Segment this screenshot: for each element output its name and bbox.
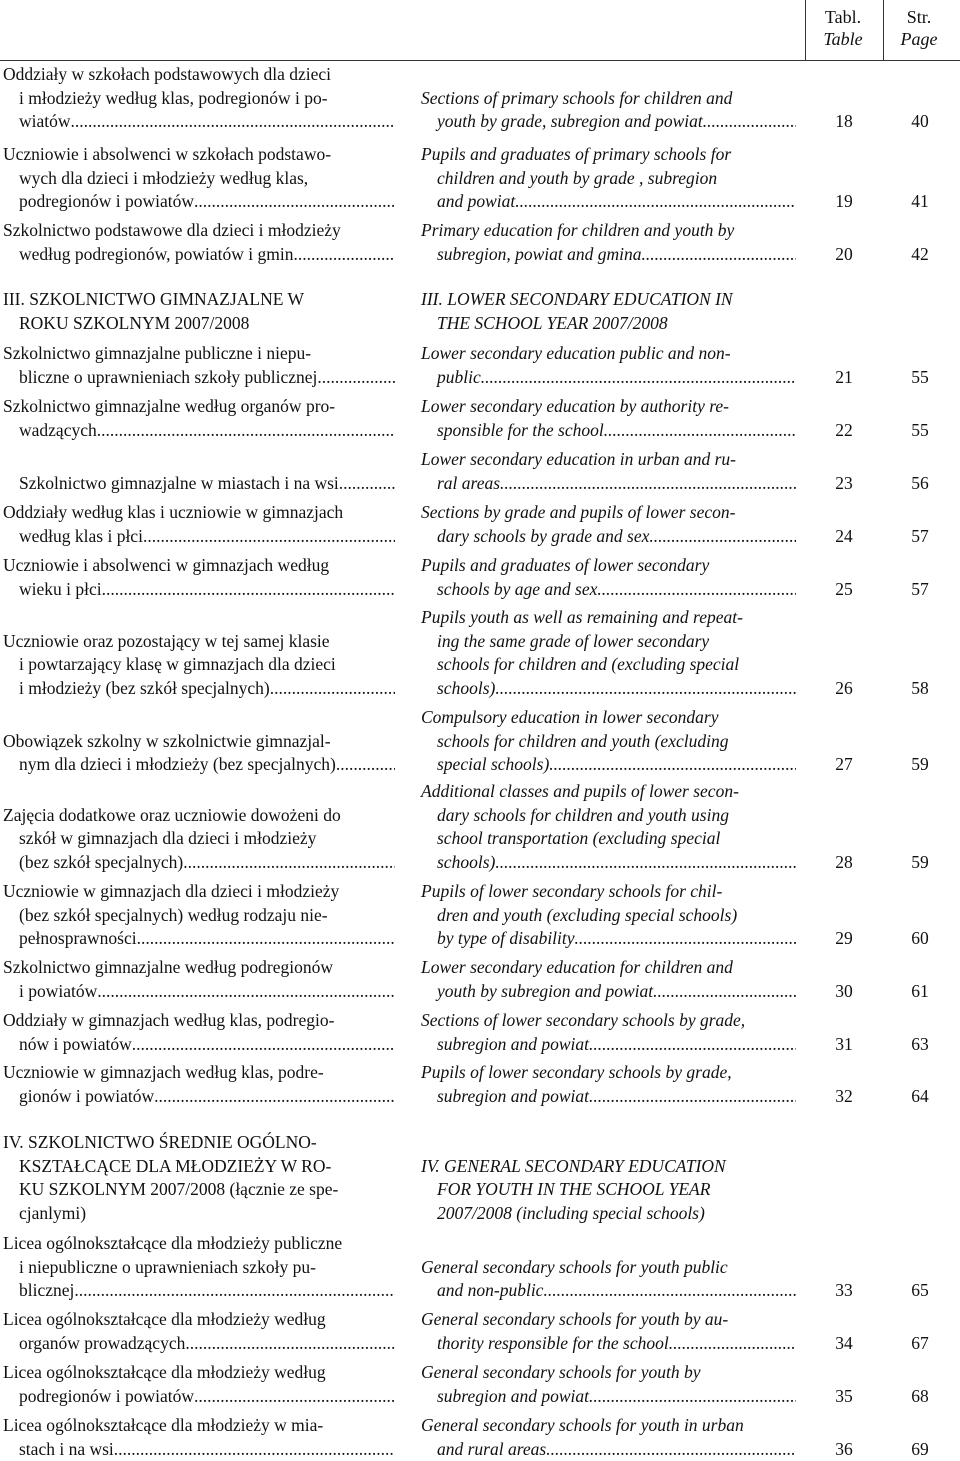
entry-line [3,366,395,390]
polish-entry [3,143,395,214]
entry-text: i młodzieży według klas, podregionów i po- [3,87,395,111]
english-entry [421,448,796,495]
entry-text: i młodzieży (bez szkół specjalnych) [19,677,270,701]
entry-line [3,1332,395,1356]
entry-line [3,753,395,777]
entry-text: schools by age and sex [437,578,597,602]
table-column-header [808,6,878,50]
entry-text: Lower secondary education for children and [421,956,796,980]
entry-line [421,578,796,602]
page-number: 55 [890,419,950,443]
entry-text: Szkolnictwo gimnazjalne według organów pro- [3,395,395,419]
table-number: 25 [814,578,874,602]
entry-text: Sections by grade and pupils of lower secon- [421,501,796,525]
entry-line [3,190,395,214]
entry-text: schools) [437,677,495,701]
entry-line [3,1279,395,1303]
entry-line [3,927,395,951]
table-number: 26 [814,677,874,701]
entry-text: Uczniowie w gimnazjach dla dzieci i młodzieży [3,880,395,904]
entry-text: Uczniowie i absolwenci w gimnazjach według [3,554,395,578]
entry-text: General secondary schools for youth by au- [421,1308,796,1332]
page-number: 42 [890,243,950,267]
table-number: 29 [814,927,874,951]
page-number: 60 [890,927,950,951]
entry-text: Pupils of lower secondary schools for chil- [421,880,796,904]
polish-entry [3,219,395,266]
entry-line [3,525,395,549]
polish-entry [3,501,395,548]
polish-entry [3,1308,395,1355]
polish-entry [3,1414,395,1461]
entry-text: organów prowadzących [19,1332,185,1356]
entry-text: Lower secondary education public and non- [421,342,796,366]
dot-leader [589,1033,796,1057]
english-entry [421,1361,796,1408]
entry-text: subregion and powiat [437,1085,589,1109]
table-number: 23 [814,472,874,496]
entry-text: Licea ogólnokształcące dla młodzieży publiczne [3,1232,395,1256]
entry-line [3,1385,395,1409]
page-label: Page [884,28,954,50]
entry-line [3,578,395,602]
dot-leader [543,1279,796,1303]
page-number: 65 [890,1279,950,1303]
entry-line [3,1085,395,1109]
table-number: 31 [814,1033,874,1057]
entry-text: and rural areas [437,1438,546,1461]
entry-text: nów i powiatów [19,1033,132,1057]
dot-leader [500,472,796,496]
entry-text: THE SCHOOL YEAR 2007/2008 [421,312,796,336]
entry-text: szkół w gimnazjach dla dzieci i młodzieży [3,827,395,851]
entry-line [421,190,796,214]
entry-text: special schools) [437,753,549,777]
dot-leader [549,753,796,777]
entry-text: Oddziały w gimnazjach według klas, podregio- [3,1009,395,1033]
table-number: 32 [814,1085,874,1109]
dot-leader [653,980,796,1004]
entry-text: KSZTAŁCĄCE DLA MŁODZIEŻY W RO- [3,1155,395,1179]
entry-text: Pupils of lower secondary schools by grade, [421,1061,796,1085]
page-number: 55 [890,366,950,390]
entry-line [3,1438,395,1461]
dot-leader [495,851,796,875]
page-number: 57 [890,578,950,602]
entry-text: ROKU SZKOLNYM 2007/2008 [3,312,395,336]
entry-text: dren and youth (excluding special schools) [421,904,796,928]
entry-text: children and youth by grade , subregion [421,167,796,191]
entry-text: nym dla dzieci i młodzieży (bez specjalnych) [19,753,336,777]
dot-leader [114,1438,395,1461]
entry-text: FOR YOUTH IN THE SCHOOL YEAR [421,1178,796,1202]
page-column-header [884,6,954,50]
entry-text: General secondary schools for youth public [421,1256,796,1280]
table-number: 35 [814,1385,874,1409]
entry-text: (bez szkół specjalnych) [19,851,183,875]
english-entry [421,342,796,389]
dot-leader [575,927,796,951]
english-entry [421,1131,796,1225]
entry-text: school transportation (excluding special [421,827,796,851]
entry-text: III. SZKOLNICTWO GIMNAZJALNE W [3,288,395,312]
entry-text: dary schools for children and youth using [421,804,796,828]
page-number: 57 [890,525,950,549]
entry-text: thority responsible for the school [437,1332,669,1356]
entry-text: gionów i powiatów [19,1085,154,1109]
entry-text: IV. SZKOLNICTWO ŚREDNIE OGÓLNO- [3,1131,395,1155]
entry-text [421,63,796,87]
dot-leader [183,851,395,875]
polish-entry [3,1232,395,1303]
table-number: 20 [814,243,874,267]
table-number: 30 [814,980,874,1004]
english-entry [421,143,796,214]
table-number: 21 [814,366,874,390]
entry-text: stach i na wsi [19,1438,114,1461]
entry-text: General secondary schools for youth by [421,1361,796,1385]
dot-leader [642,243,797,267]
entry-text: Lower secondary education in urban and ru- [421,448,796,472]
page-number: 61 [890,980,950,1004]
polish-entry [3,63,395,134]
polish-entry [3,342,395,389]
polish-entry [3,1131,395,1225]
english-entry [421,706,796,777]
dot-leader [604,419,796,443]
header-divider [0,60,960,61]
entry-text: cjanlymi) [3,1202,395,1226]
dot-leader [669,1332,796,1356]
entry-text: blicznej [19,1279,74,1303]
entry-line [421,110,796,134]
str-label: Str. [884,6,954,28]
english-entry [421,606,796,700]
english-entry [421,1232,796,1303]
entry-text: (bez szkół specjalnych) według rodzaju nie- [3,904,395,928]
dot-leader [589,1385,796,1409]
entry-text: Licea ogólnokształcące dla młodzieży według [3,1361,395,1385]
entry-text: Szkolnictwo gimnazjalne publiczne i niepu- [3,342,395,366]
dot-leader [137,927,395,951]
entry-text: Primary education for children and youth by [421,219,796,243]
entry-text: Uczniowie i absolwenci w szkołach podstawo- [3,143,395,167]
table-number: 33 [814,1279,874,1303]
polish-entry [3,880,395,951]
entry-text: podregionów i powiatów [19,190,194,214]
entry-line [421,851,796,875]
polish-entry [3,288,395,335]
entry-text: wych dla dzieci i młodzieży według klas, [3,167,395,191]
entry-text: IV. GENERAL SECONDARY EDUCATION [421,1155,796,1179]
polish-entry [3,606,395,700]
entry-text: pełnosprawności [19,927,137,951]
entry-line [421,753,796,777]
dot-leader [194,190,395,214]
entry-text: youth by grade, subregion and powiat [437,110,703,134]
entry-text: ing the same grade of lower secondary [421,630,796,654]
polish-entry [3,956,395,1003]
dot-leader [97,980,395,1004]
page-number: 58 [890,677,950,701]
entry-text: schools for children and youth (excluding [421,730,796,754]
entry-line [421,677,796,701]
english-entry [421,1414,796,1461]
page-number: 59 [890,753,950,777]
entry-text: 2007/2008 (including special schools) [421,1202,796,1226]
table-number: 19 [814,190,874,214]
entry-text: Pupils youth as well as remaining and repeat- [421,606,796,630]
entry-text: III. LOWER SECONDARY EDUCATION IN [421,288,796,312]
dot-leader [703,110,796,134]
entry-line [421,243,796,267]
entry-text: subregion and powiat [437,1385,589,1409]
tabl-label: Tabl. [808,6,878,28]
table-number: 18 [814,110,874,134]
entry-text: i powtarzający klasę w gimnazjach dla dzieci [3,653,395,677]
page-number: 68 [890,1385,950,1409]
polish-entry [3,780,395,874]
entry-text [3,780,395,804]
english-entry [421,880,796,951]
dot-leader [293,243,395,267]
column-divider-right [883,0,884,60]
entry-text: KU SZKOLNYM 2007/2008 (łącznie ze spe- [3,1178,395,1202]
english-entry [421,63,796,134]
entry-text: and non-public [437,1279,543,1303]
entry-text: Szkolnictwo gimnazjalne w miastach i na wsi [19,472,339,496]
entry-text: Licea ogólnokształcące dla młodzieży w mia- [3,1414,395,1438]
page-number: 63 [890,1033,950,1057]
page-number: 40 [890,110,950,134]
entry-line [421,980,796,1004]
english-entry [421,554,796,601]
entry-text: Szkolnictwo podstawowe dla dzieci i młodzieży [3,219,395,243]
entry-line [3,110,395,134]
entry-line [421,1332,796,1356]
entry-line [3,980,395,1004]
polish-entry [3,395,395,442]
entry-text: Pupils and graduates of primary schools for [421,143,796,167]
dot-leader [339,472,395,496]
polish-entry [3,706,395,777]
entry-text [3,706,395,730]
entry-line [421,419,796,443]
entry-text: Uczniowie w gimnazjach według klas, podre- [3,1061,395,1085]
page-number: 64 [890,1085,950,1109]
entry-text: Uczniowie oraz pozostający w tej samej klasie [3,630,395,654]
entry-line [421,366,796,390]
entry-text: Szkolnictwo gimnazjalne według podregionów [3,956,395,980]
page-number: 41 [890,190,950,214]
polish-entry [3,448,395,495]
entry-text: sponsible for the school [437,419,604,443]
entry-line [421,1385,796,1409]
table-number: 34 [814,1332,874,1356]
dot-leader [495,677,796,701]
dot-leader [194,1385,395,1409]
entry-line [421,1279,796,1303]
entry-line [3,851,395,875]
english-entry [421,395,796,442]
entry-text: by type of disability [437,927,575,951]
dot-leader [336,753,395,777]
entry-text [3,448,395,472]
entry-text: wadzących [19,419,97,443]
entry-line [3,1033,395,1057]
entry-text: schools for children and (excluding special [421,653,796,677]
entry-text: Licea ogólnokształcące dla młodzieży według [3,1308,395,1332]
english-entry [421,1009,796,1056]
entry-text: schools) [437,851,495,875]
entry-text [421,1131,796,1155]
entry-line [3,677,395,701]
polish-entry [3,1061,395,1108]
entry-text: public [437,366,481,390]
dot-leader [71,110,395,134]
entry-text: youth by subregion and powiat [437,980,653,1004]
entry-line [3,243,395,267]
entry-line [421,1033,796,1057]
column-divider-left [805,0,806,60]
entry-text: Obowiązek szkolny w szkolnictwie gimnazjal- [3,730,395,754]
page-number: 56 [890,472,950,496]
entry-text [421,1232,796,1256]
entry-text: bliczne o uprawnieniach szkoły publicznej [19,366,317,390]
dot-leader [154,1085,395,1109]
entry-text: Compulsory education in lower secondary [421,706,796,730]
entry-text: Zajęcia dodatkowe oraz uczniowie dowożeni do [3,804,395,828]
dot-leader [74,1279,395,1303]
table-number: 28 [814,851,874,875]
entry-text: Oddziały w szkołach podstawowych dla dzieci [3,63,395,87]
entry-line [3,472,395,496]
entry-text: Oddziały według klas i uczniowie w gimnazjach [3,501,395,525]
dot-leader [185,1332,395,1356]
entry-text: subregion and powiat [437,1033,589,1057]
english-entry [421,501,796,548]
table-label: Table [808,28,878,50]
english-entry [421,288,796,335]
polish-entry [3,1361,395,1408]
entry-text: ral areas [437,472,500,496]
polish-entry [3,1009,395,1056]
english-entry [421,1061,796,1108]
entry-text: General secondary schools for youth in urban [421,1414,796,1438]
entry-text: według podregionów, powiatów i gmin [19,243,293,267]
page-number: 59 [890,851,950,875]
table-number: 36 [814,1438,874,1461]
entry-text: wiatów [19,110,71,134]
dot-leader [597,578,796,602]
entry-text: i powiatów [19,980,97,1004]
entry-text: Sections of lower secondary schools by grade, [421,1009,796,1033]
dot-leader [649,525,796,549]
dot-leader [132,1033,395,1057]
dot-leader [481,366,796,390]
dot-leader [270,677,395,701]
entry-text: wieku i płci [19,578,102,602]
entry-line [421,1438,796,1461]
entry-text: podregionów i powiatów [19,1385,194,1409]
table-number: 22 [814,419,874,443]
dot-leader [97,419,395,443]
dot-leader [317,366,395,390]
page-number: 69 [890,1438,950,1461]
entry-text: Additional classes and pupils of lower secon- [421,780,796,804]
page-number: 67 [890,1332,950,1356]
dot-leader [143,525,395,549]
entry-text: według klas i płci [19,525,143,549]
dot-leader [515,190,796,214]
english-entry [421,956,796,1003]
english-entry [421,219,796,266]
polish-entry [3,554,395,601]
entry-text: and powiat [437,190,515,214]
entry-text: i niepubliczne o uprawnieniach szkoły pu- [3,1256,395,1280]
entry-line [421,1085,796,1109]
entry-line [421,927,796,951]
english-entry [421,1308,796,1355]
english-entry [421,780,796,874]
entry-text: Sections of primary schools for children and [421,87,796,111]
entry-text [3,606,395,630]
entry-line [3,419,395,443]
entry-text: dary schools by grade and sex [437,525,649,549]
entry-text: Pupils and graduates of lower secondary [421,554,796,578]
entry-line [421,472,796,496]
dot-leader [546,1438,796,1461]
dot-leader [102,578,395,602]
table-number: 27 [814,753,874,777]
table-number: 24 [814,525,874,549]
dot-leader [589,1085,796,1109]
entry-text: Lower secondary education by authority re- [421,395,796,419]
entry-text: subregion, powiat and gmina [437,243,642,267]
entry-line [421,525,796,549]
